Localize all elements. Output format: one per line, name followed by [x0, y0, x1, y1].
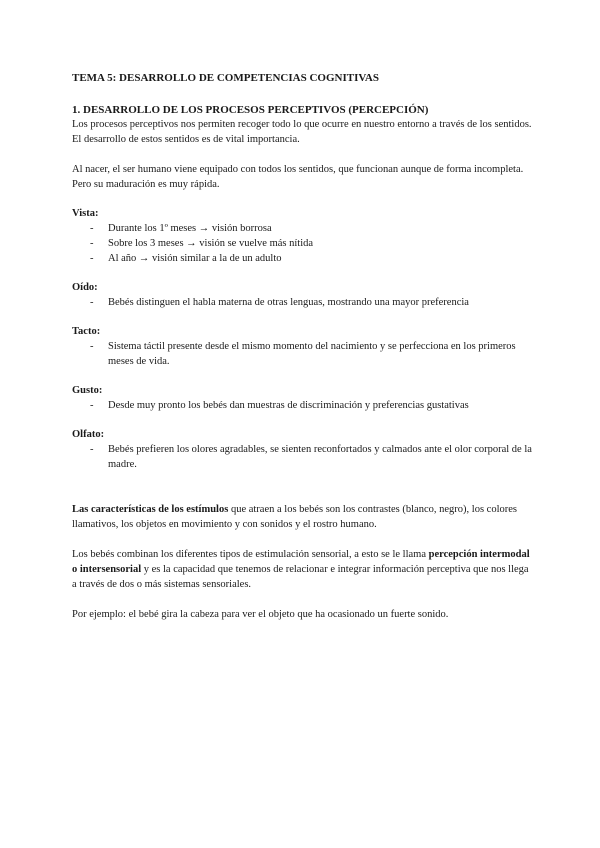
- list-item-text: Desde muy pronto los bebés dan muestras de discriminación y preferencias gustativas: [108, 400, 469, 411]
- list-item-text: Durante los 1º meses → visión borrosa: [108, 223, 272, 234]
- list-item-text: Sistema táctil presente desde el mismo momento del nacimiento y se perfecciona en los primeros meses de vida.: [108, 341, 516, 367]
- dash-bullet: -: [90, 238, 94, 249]
- dash-bullet: -: [90, 400, 94, 411]
- dash-bullet: -: [90, 253, 94, 264]
- stimuli-bold: Las características de los estímulos: [72, 504, 229, 515]
- list-item-text: Bebés prefieren los olores agradables, se sienten reconfortados y calmados ante el olor corporal de la madre.: [108, 444, 532, 470]
- list-item: [72, 339, 532, 369]
- sense-title: Gusto:: [72, 385, 103, 396]
- dash-bullet: -: [90, 341, 94, 352]
- birth-paragraph: Al nacer, el ser humano viene equipado con todos los sentidos, que funcionan aunque de forma incompleta. Pero su maduración es muy rápida.: [72, 164, 524, 190]
- list-item-text: Al año → visión similar a la de un adulto: [108, 253, 282, 264]
- dash-bullet: -: [90, 444, 94, 455]
- sense-title: Vista:: [72, 208, 99, 219]
- document-title: TEMA 5: DESARROLLO DE COMPETENCIAS COGNITIVAS: [72, 72, 379, 84]
- list-item: [72, 221, 532, 236]
- intermodal-bold: percepción intermodal o intersensorial: [72, 549, 530, 575]
- sense-items: [72, 442, 532, 472]
- intro-paragraph: Los procesos perceptivos nos permiten recoger todo lo que ocurre en nuestro entorno a través de los sentidos. El desarrollo de estos sentidos es de vital importancia.: [72, 119, 532, 145]
- list-item: [72, 236, 532, 251]
- dash-bullet: -: [90, 297, 94, 308]
- sense-title: Olfato:: [72, 429, 105, 440]
- stimuli-paragraph: [72, 502, 532, 532]
- list-item: [72, 442, 532, 472]
- list-item: [72, 251, 532, 266]
- section-heading: 1. DESARROLLO DE LOS PROCESOS PERCEPTIVOS (PERCEPCIÓN): [72, 104, 429, 116]
- sense-items: [72, 339, 532, 369]
- sense-items: [72, 221, 532, 266]
- list-item: [72, 398, 532, 413]
- list-item-text: Bebés distinguen el habla materna de otras lenguas, mostrando una mayor preferencia: [108, 297, 469, 308]
- senses-list: [72, 206, 532, 472]
- intermodal-paragraph: [72, 547, 532, 592]
- intermodal-text-start: Los bebés combinan los diferentes tipos de estimulación sensorial, a esto se le llama: [72, 549, 429, 560]
- sense-items: [72, 398, 532, 413]
- dash-bullet: -: [90, 223, 94, 234]
- document-body: [72, 71, 532, 622]
- intermodal-text-rest: y es la capacidad que tenemos de relacionar e integrar información perceptiva que nos llega a través de dos o más sistemas sensoriales.: [72, 564, 529, 590]
- example-paragraph: Por ejemplo: el bebé gira la cabeza para ver el objeto que ha ocasionado un fuerte sonido.: [72, 609, 449, 620]
- list-item: [72, 295, 532, 310]
- sense-title: Tacto:: [72, 326, 101, 337]
- list-item-text: Sobre los 3 meses → visión se vuelve más nítida: [108, 238, 314, 249]
- stimuli-text: que atraen a los bebés son los contrastes (blanco, negro), los colores llamativos, los objetos en movimiento y con sonidos y el rostro humano.: [72, 504, 517, 530]
- sense-title: Oído:: [72, 282, 98, 293]
- sense-items: [72, 295, 532, 310]
